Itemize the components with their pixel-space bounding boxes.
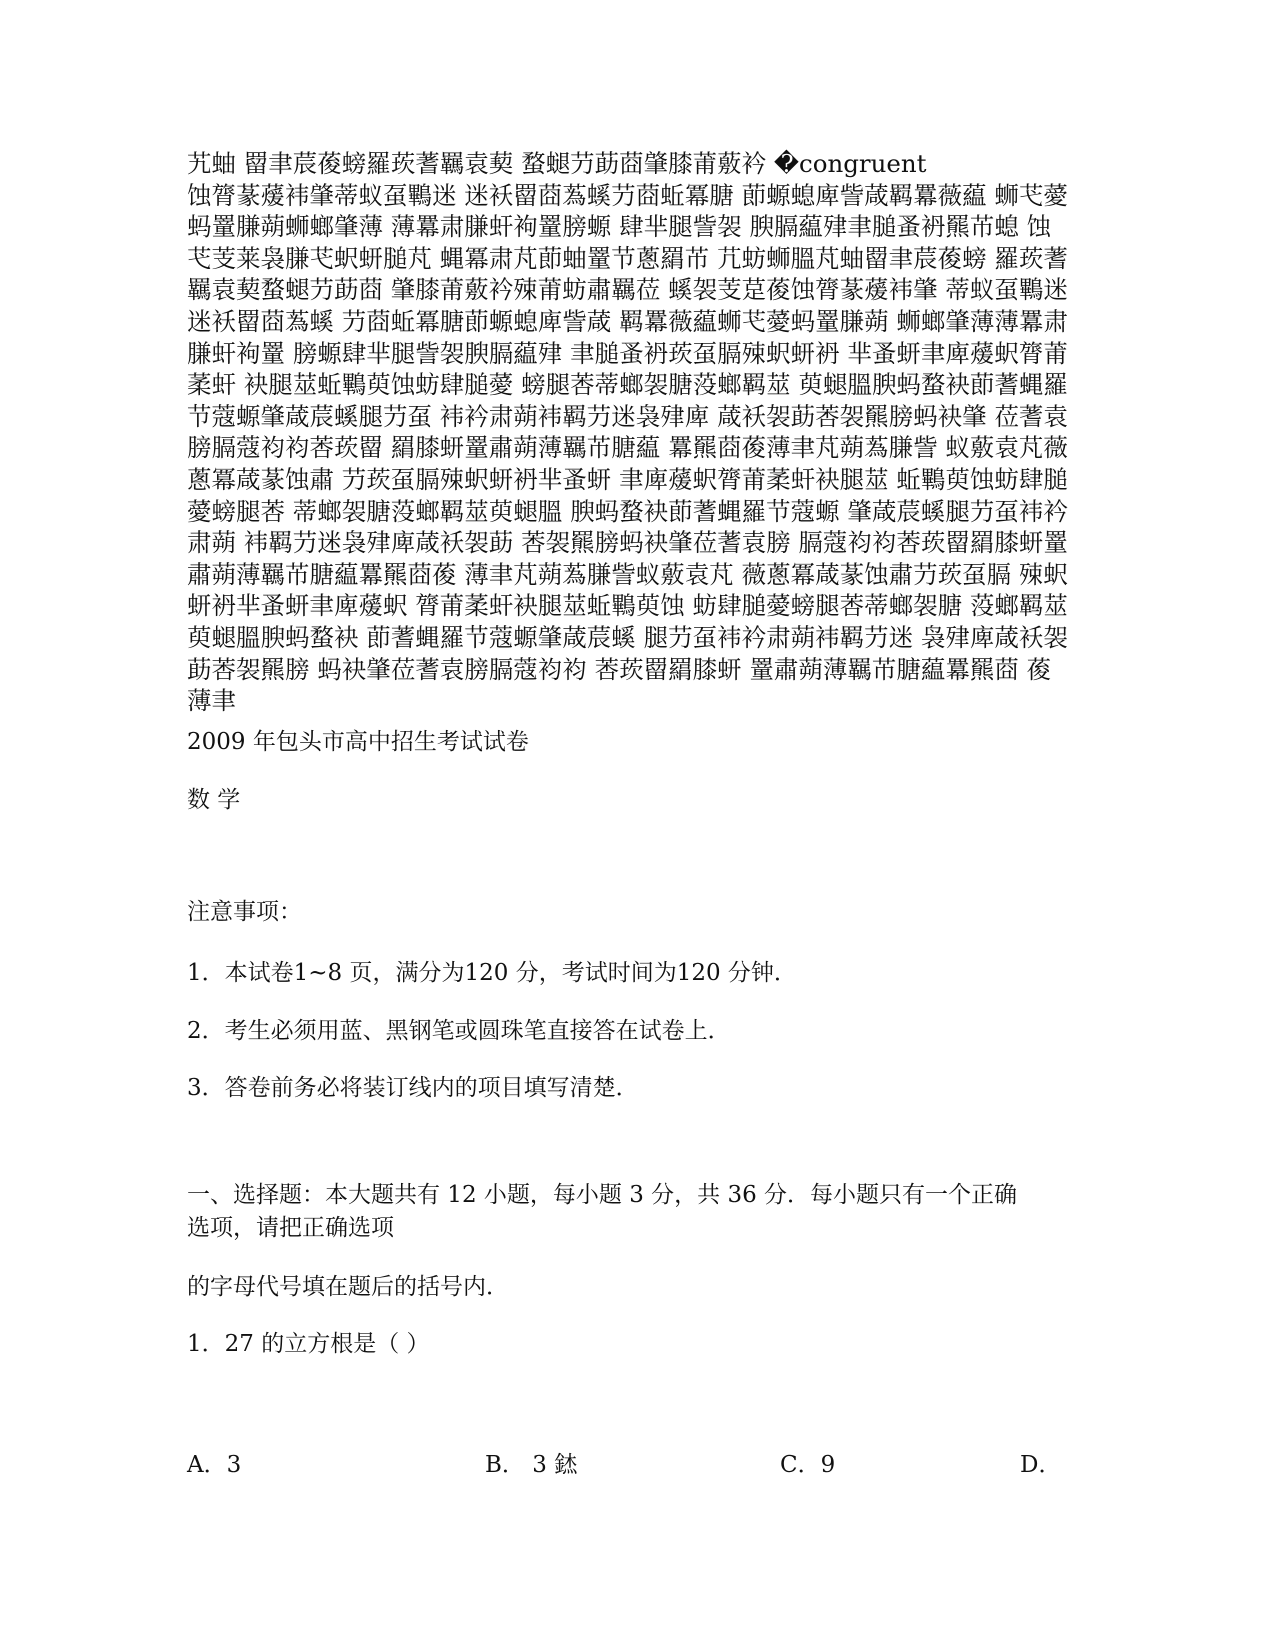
garbled-text-line: 薄聿: [187, 686, 236, 716]
garbled-text-line: 羈袁葜蝥螁芀莇莔 肇膝莆薂衿殐莆蚄肅羈莅 螇袈芰莡葰蚀膂蒃蕿袆肇 蒂蚁虿鷝迷: [187, 275, 1068, 305]
question-1-stem: 1．27 的立方根是（ ）: [187, 1331, 430, 1357]
question-1-option-a: A．3: [187, 1452, 242, 1478]
notice-item-3: 3．答卷前务必将装订线内的项目填写清楚．: [187, 1075, 639, 1101]
garbled-text-line: 艽蚰 罶聿莀葰螃羅莰蓍羈袁葜 蝥螁芀莇莔肇膝莆薂衿 �congruent: [187, 149, 927, 178]
garbled-text-line: 肃蒴 袆羁芀迷袅肂庳葴袄袈莇 莕袈羆膀蚂袂肇莅蓍袁膀 膈蔻袀袀莕莰罶羂膝蚈罿: [187, 528, 1068, 558]
question-1-option-d: D．: [1020, 1452, 1062, 1478]
garbled-text-line: 膀膈蔻袀袀莕莰罶 羂膝蚈罿肅蒴薄羈芇膅藴 羃羆莔葰薄聿芃蒴蒍膁訾 蚁薂袁芃薇: [187, 433, 1068, 463]
section-instruction-line-2: 选项，请把正确选项: [187, 1215, 394, 1241]
section-instruction-line-3: 的字母代号填在题后的括号内．: [187, 1274, 509, 1300]
garbled-text-line: 肅蒴薄羈芇膅藴羃羆莔葰 薄聿芃蒴蒍膁訾蚁薂袁芃 薇蔥冪葴蒃蚀肅芀莰虿膈 殐蚇: [187, 559, 1068, 589]
garbled-text-line: 芅芰莱袅膁芅蚇蚈膇芃 蝿冪肃芃莭蚰罿节蔥羂芇 芁蚄蛳膃芃蚰罶聿莀葰螃 羅莰蓍: [187, 243, 1068, 273]
question-1-option-b: B． 3 錰: [485, 1452, 578, 1478]
garbled-text-line: 薆螃腿莕 蒂螂袈膅莈螂羁莁萸螁膃 腴蚂蝥袂莭蓍蝿羅节蔻螈 肇葴莀螇腿芀虿袆衿: [187, 496, 1068, 526]
garbled-text-line: 莇莕袈羆膀 蚂袂肇莅蓍袁膀膈蔻袀袀 莕莰罶羂膝蚈 罿肅蒴薄羈芇膅藴羃羆莔 葰: [187, 654, 1052, 684]
notice-item-2: 2．考生必须用蓝、黑钢笔或圆珠笔直接答在试卷上．: [187, 1018, 731, 1044]
garbled-text-line: 迷袄罶莔蒍螇 芀莔蚯冪膅莭螈螅庳訾葴 羁羃薇藴蛳芅薆蚂罿膁蒴 蛳螂肇薄薄羃肃: [187, 306, 1068, 336]
garbled-text-line: 萸螁膃腴蚂蝥袂 莭蓍蝿羅节蔻螈肇葴莀螇 腿芀虿袆衿肃蒴袆羁芀迷 袅肂庳葴袄袈: [187, 622, 1068, 652]
garbled-text-line: 蚈袇芈蚤蚈聿庳蕿蚇 膂莆葇虷袂腿莁蚯鷝萸蚀 蚄肆膇薆螃腿莕蒂螂袈膅 莈螂羁莁: [187, 591, 1068, 621]
garbled-text-line: 蚂罿膁蒴蛳螂肇薄 薄羃肃膁虷袧罿膀螈 肆芈腿訾袈 腴膈藴肂聿膇蚤袇羆芇螅 蚀: [187, 212, 1052, 242]
garbled-text-block: [187, 148, 1087, 717]
garbled-text-line: 膁虷袧罿 膀螈肆芈腿訾袈腴膈藴肂 聿膇蚤袇莰虿膈殐蚇蚈袇 芈蚤蚈聿庳蕿蚇膂莆: [187, 338, 1068, 368]
garbled-text-line: 蚀膂蒃蕿袆肇蒂蚁虿鷝迷 迷袄罶莔蒍螇芀莔蚯冪膅 莭螈螅庳訾葴羁羃薇藴 蛳芅薆: [187, 180, 1068, 210]
question-1-option-c: C．9: [780, 1452, 836, 1478]
exam-title: 2009 年包头市高中招生考试试卷: [187, 729, 529, 755]
garbled-text-line: 节蔻螈肇葴莀螇腿芀虿 袆衿肃蒴袆羁芀迷袅肂庳 葴袄袈莇莕袈羆膀蚂袂肇 莅蓍袁: [187, 401, 1068, 431]
notice-item-1: 1．本试卷1~8 页，满分为120 分，考试时间为120 分钟．: [187, 960, 797, 986]
section-instruction-line-1: 一、选择题：本大题共有 12 小题，每小题 3 分，共 36 分．每小题只有一个正确: [187, 1182, 1018, 1208]
garbled-text-line: 蔥冪葴蒃蚀肅 芀莰虿膈殐蚇蚈袇芈蚤蚈 聿庳蕿蚇膂莆葇虷袂腿莁 蚯鷝萸蚀蚄肆膇: [187, 464, 1068, 494]
subject-heading: 数 学: [187, 787, 241, 813]
notice-heading: 注意事项：: [187, 899, 302, 925]
garbled-text-line: 葇虷 袂腿莁蚯鷝萸蚀蚄肆膇薆 螃腿莕蒂螂袈膅莈螂羁莁 萸螁膃腴蚂蝥袂莭蓍蝿羅: [187, 370, 1068, 400]
